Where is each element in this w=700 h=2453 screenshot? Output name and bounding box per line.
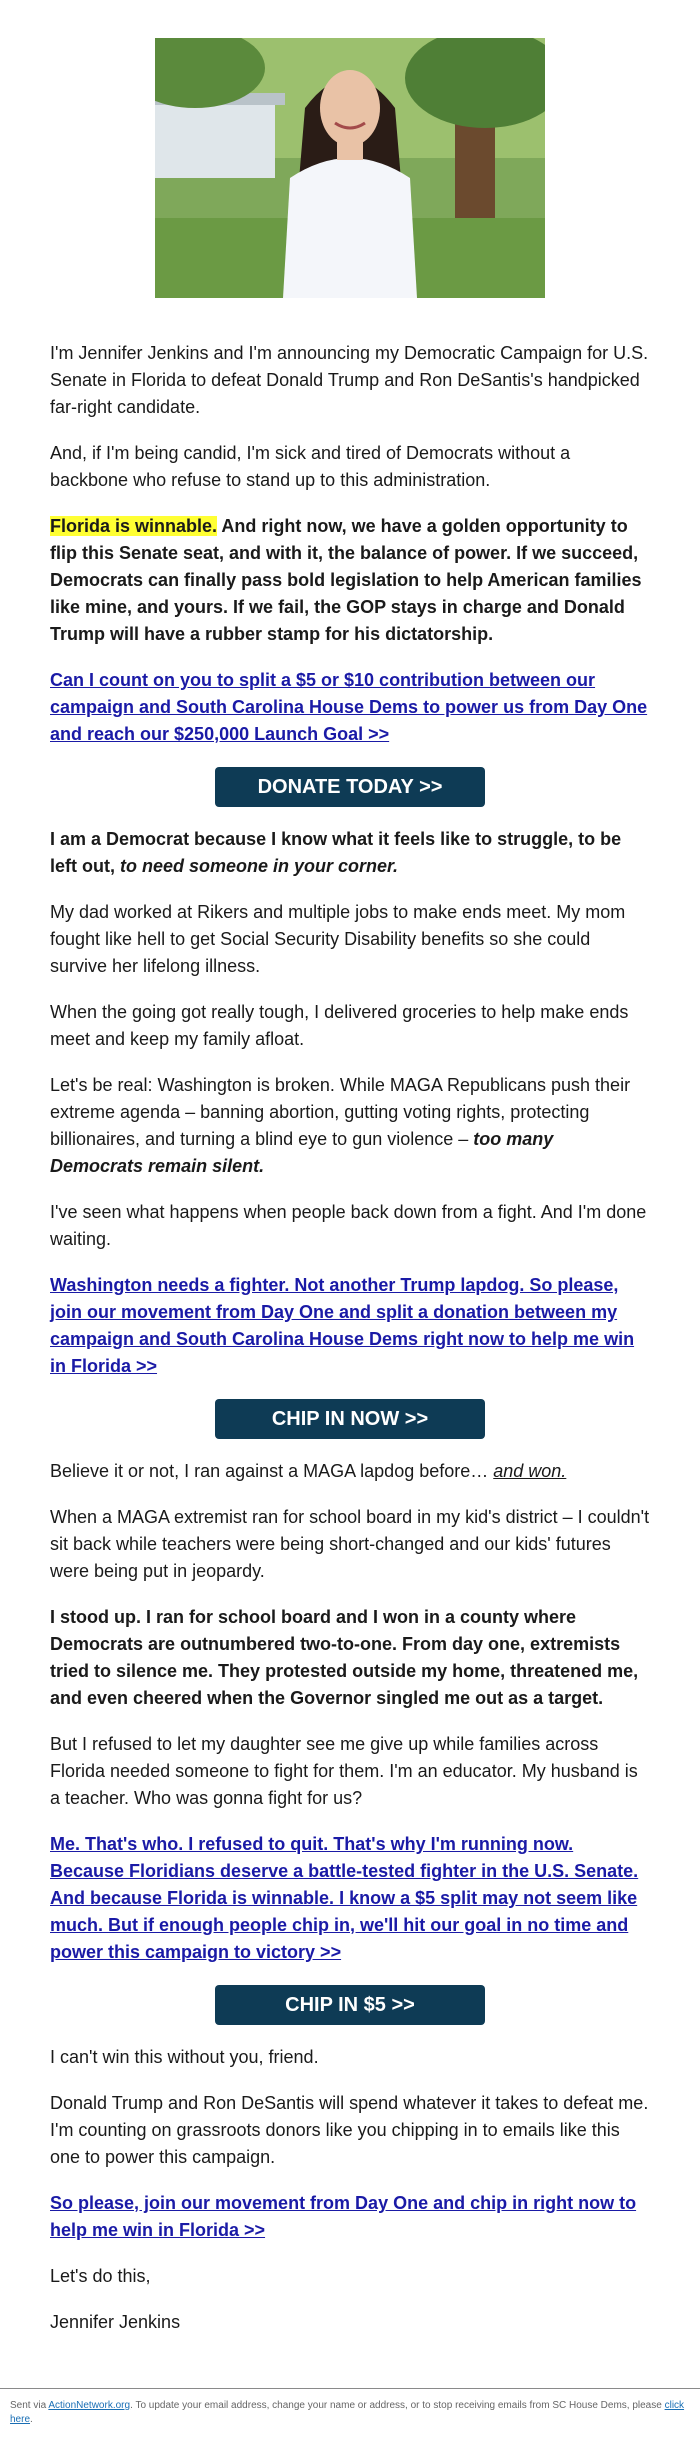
unsubscribe-link[interactable]: click here — [10, 2400, 685, 2425]
family-paragraph: My dad worked at Rikers and multiple jobs to make ends meet. My mom fought like hell to get Social Security Disability benefits so she could survive her lifelong illness. — [50, 902, 626, 976]
chip-in-now-button[interactable]: CHIP IN NOW >> — [215, 1399, 485, 1439]
democrat-italic: to need someone in your corner. — [115, 856, 399, 876]
democrat-paragraph — [50, 826, 650, 880]
fighter-link[interactable]: Washington needs a fighter. Not another Trump lapdog. So please, join our movement from Day One and split a donation between my campaign and South Carolina House Dems right now to help me win in Florida >> — [50, 1275, 635, 1376]
and-won-emphasis: and won. — [493, 1461, 567, 1481]
email-body — [50, 340, 650, 2355]
join-movement-link[interactable]: So please, join our movement from Day One and chip in right now to help me win in Florida >> — [50, 2193, 637, 2240]
footer-middle: . To update your email address, change your name or address, or to stop receiving emails from SC House Dems, please — [130, 2400, 665, 2411]
hero-photo — [155, 38, 545, 298]
actionnetwork-link[interactable]: ActionNetwork.org — [48, 2400, 131, 2411]
victory-link[interactable]: Me. That's who. I refused to quit. That's why I'm running now. Because Floridians deserve a battle-tested fighter in the U.S. Senate. And because Florida is winnable. I know a $5 split may not seem like much. But if enough people chip in, we'll hit our goal in no time and power this campaign to victory >> — [50, 1834, 639, 1962]
cant-win-paragraph: I can't win this without you, friend. — [50, 2047, 319, 2067]
washington-text: Let's be real: Washington is broken. While MAGA Republicans push their extreme agenda – banning abortion, gutting voting rights, protecting billionaires, and turning a blind eye to gun violence – — [50, 1075, 631, 1149]
candidate-portrait-image — [155, 38, 545, 298]
closing-line: Let's do this, — [50, 2266, 151, 2286]
signature: Jennifer Jenkins — [50, 2312, 181, 2332]
chip-in-5-button[interactable]: CHIP IN $5 >> — [215, 1985, 485, 2025]
winnable-rest: And right now, we have a golden opportunity to flip this Senate seat, and with it, the balance of power. If we succeed, Democrats can finally pass bold legislation to help American families like mine, and yours. If we fail, the GOP stays in charge and Donald Trump will have a rubber stamp for his dictatorship. — [50, 516, 642, 644]
democrat-bold: I am a Democrat because I know what it feels like to struggle, to be left out, — [50, 829, 622, 876]
highlight-text: Florida is winnable. — [50, 516, 218, 536]
ran-before-paragraph — [50, 1458, 650, 1485]
washington-paragraph — [50, 1072, 650, 1180]
footer-suffix: . — [30, 2414, 33, 2425]
email-footer — [0, 2388, 700, 2427]
intro-paragraph: I'm Jennifer Jenkins and I'm announcing my Democratic Campaign for U.S. Senate in Florida to defeat Donald Trump and Ron DeSantis's handpicked far-right candidate. — [50, 343, 649, 417]
donate-today-button[interactable]: DONATE TODAY >> — [215, 767, 485, 807]
ran-before-text: Believe it or not, I ran against a MAGA lapdog before… — [50, 1461, 494, 1481]
done-waiting-paragraph: I've seen what happens when people back down from a fight. And I'm done waiting. — [50, 1202, 647, 1249]
stood-up-paragraph: I stood up. I ran for school board and I won in a county where Democrats are outnumbered two-to-one. From day one, extremists tried to silence me. They protested outside my home, threatened me, and even cheered when the Governor singled me out as a target. — [50, 1607, 639, 1708]
winnable-paragraph — [50, 513, 650, 648]
educator-paragraph: But I refused to let my daughter see me give up while families across Florida needed someone to fight for them. I'm an educator. My husband is a teacher. Who was gonna fight for us? — [50, 1734, 638, 1808]
school-board-paragraph: When a MAGA extremist ran for school board in my kid's district – I couldn't sit back while teachers were being short-changed and our kids' futures were being put in jeopardy. — [50, 1507, 650, 1581]
footer-prefix: Sent via — [10, 2400, 49, 2411]
grassroots-paragraph: Donald Trump and Ron DeSantis will spend whatever it takes to defeat me. I'm counting on grassroots donors like you chipping in to emails like this one to power this campaign. — [50, 2093, 649, 2167]
candid-paragraph: And, if I'm being candid, I'm sick and tired of Democrats without a backbone who refuse to stand up to this administration. — [50, 443, 571, 490]
silent-emphasis: too many Democrats remain silent. — [50, 1129, 554, 1176]
launch-goal-link[interactable]: Can I count on you to split a $5 or $10 contribution between our campaign and South Carolina House Dems to power us from Day One and reach our $250,000 Launch Goal >> — [50, 670, 648, 744]
groceries-paragraph: When the going got really tough, I delivered groceries to help make ends meet and keep my family afloat. — [50, 1002, 629, 1049]
